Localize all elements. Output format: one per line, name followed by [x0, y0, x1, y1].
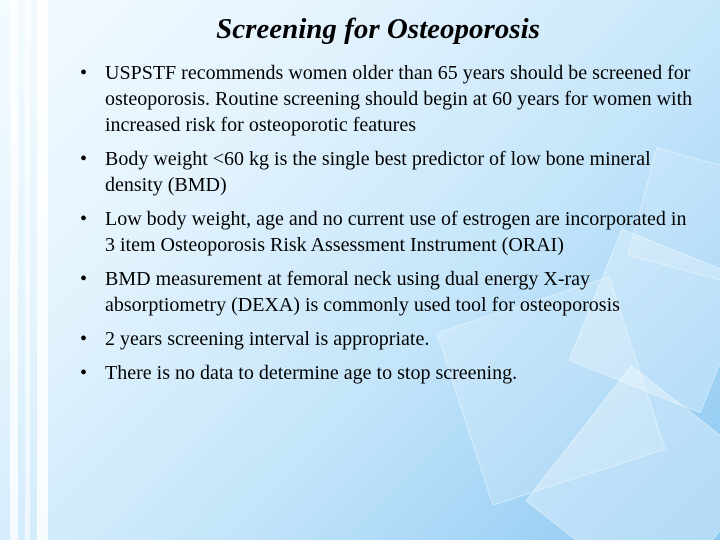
bullet-text: 2 years screening interval is appropriate.	[105, 328, 430, 350]
bullet-icon: •	[80, 362, 88, 384]
bullet-item	[80, 360, 700, 386]
slide-title: Screening for Osteoporosis	[216, 13, 540, 45]
bullet-text: Low body weight, age and no current use of estrogen are incorporated in 3 item Osteoporosis Risk Assessment Instrument (ORAI)	[105, 208, 687, 256]
bullet-item	[80, 266, 700, 318]
bullet-icon: •	[80, 62, 88, 84]
bullet-icon: •	[80, 328, 88, 350]
bullet-item	[80, 146, 700, 198]
bullet-icon: •	[80, 148, 88, 170]
bullet-text: BMD measurement at femoral neck using dual energy X-ray absorptiometry (DEXA) is commonly used tool for osteoporosis	[105, 268, 620, 316]
bullet-text: USPSTF recommends women older than 65 years should be screened for osteoporosis. Routine screening should begin at 60 years for women with increased risk for osteoporotic features	[105, 62, 693, 136]
bullet-text: There is no data to determine age to stop screening.	[105, 362, 518, 384]
bullet-item	[80, 60, 700, 138]
decorative-stripe	[37, 0, 48, 540]
bullet-icon: •	[80, 208, 88, 230]
decorative-stripe	[25, 0, 30, 540]
bullet-icon: •	[80, 268, 88, 290]
decorative-stripe	[10, 0, 18, 540]
bullet-list	[80, 60, 700, 394]
bullet-text: Body weight <60 kg is the single best predictor of low bone mineral density (BMD)	[105, 148, 651, 196]
bullet-item	[80, 326, 700, 352]
bullet-item	[80, 206, 700, 258]
